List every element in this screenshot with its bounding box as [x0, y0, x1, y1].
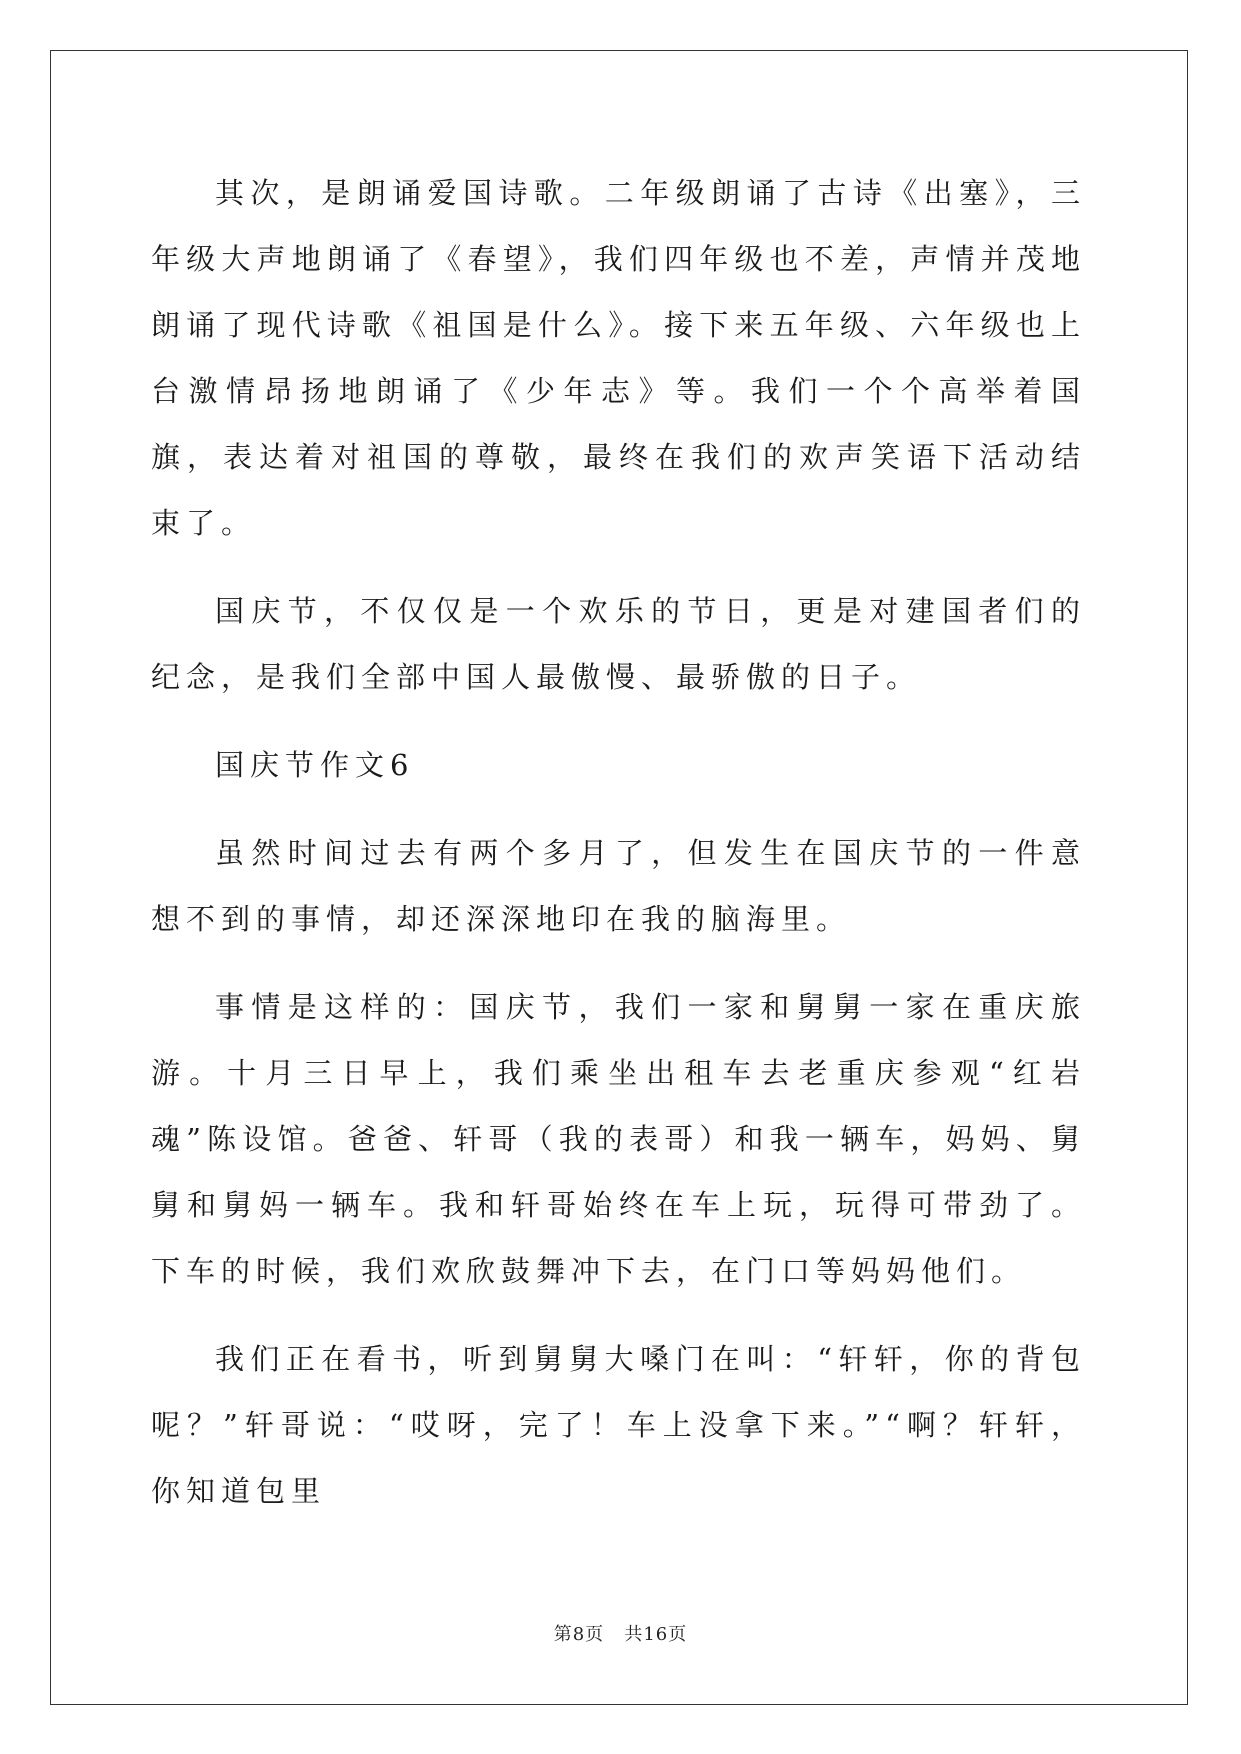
- page-footer: [0, 1620, 1241, 1646]
- paragraph-3: 虽然时间过去有两个多月了，但发生在国庆节的一件意想不到的事情，却还深深地印在我的脑海里。: [151, 836, 1086, 936]
- paragraph-4: 事情是这样的：国庆节，我们一家和舅舅一家在重庆旅游。十月三日早上，我们乘坐出租车去老重庆参观“红岩魂”陈设馆。爸爸、轩哥（我的表哥）和我一辆车，妈妈、舅舅和舅妈一辆车。我和轩哥始终在车上玩，玩得可带劲了。下车的时候，我们欢欣鼓舞冲下去，在门口等妈妈他们。: [151, 990, 1086, 1288]
- paragraph-2: 国庆节，不仅仅是一个欢乐的节日，更是对建国者们的纪念，是我们全部中国人最傲慢、最骄傲的日子。: [151, 594, 1086, 694]
- page-total: 共16页: [624, 1624, 688, 1645]
- paragraph-5: 我们正在看书，听到舅舅大嗓门在叫：“轩轩，你的背包呢？”轩哥说：“哎呀，完了！车上没拿下来。”“啊？轩轩，你知道包里: [151, 1342, 1086, 1508]
- section-heading: 国庆节作文6: [215, 748, 415, 782]
- document-body: [151, 160, 1086, 1524]
- page-number: 第8页: [553, 1624, 605, 1645]
- paragraph-1: 其次，是朗诵爱国诗歌。二年级朗诵了古诗《出塞》，三年级大声地朗诵了《春望》，我们四年级也不差，声情并茂地朗诵了现代诗歌《祖国是什么》。接下来五年级、六年级也上台激情昂扬地朗诵了《少年志》等。我们一个个高举着国旗，表达着对祖国的尊敬，最终在我们的欢声笑语下活动结束了。: [151, 176, 1086, 540]
